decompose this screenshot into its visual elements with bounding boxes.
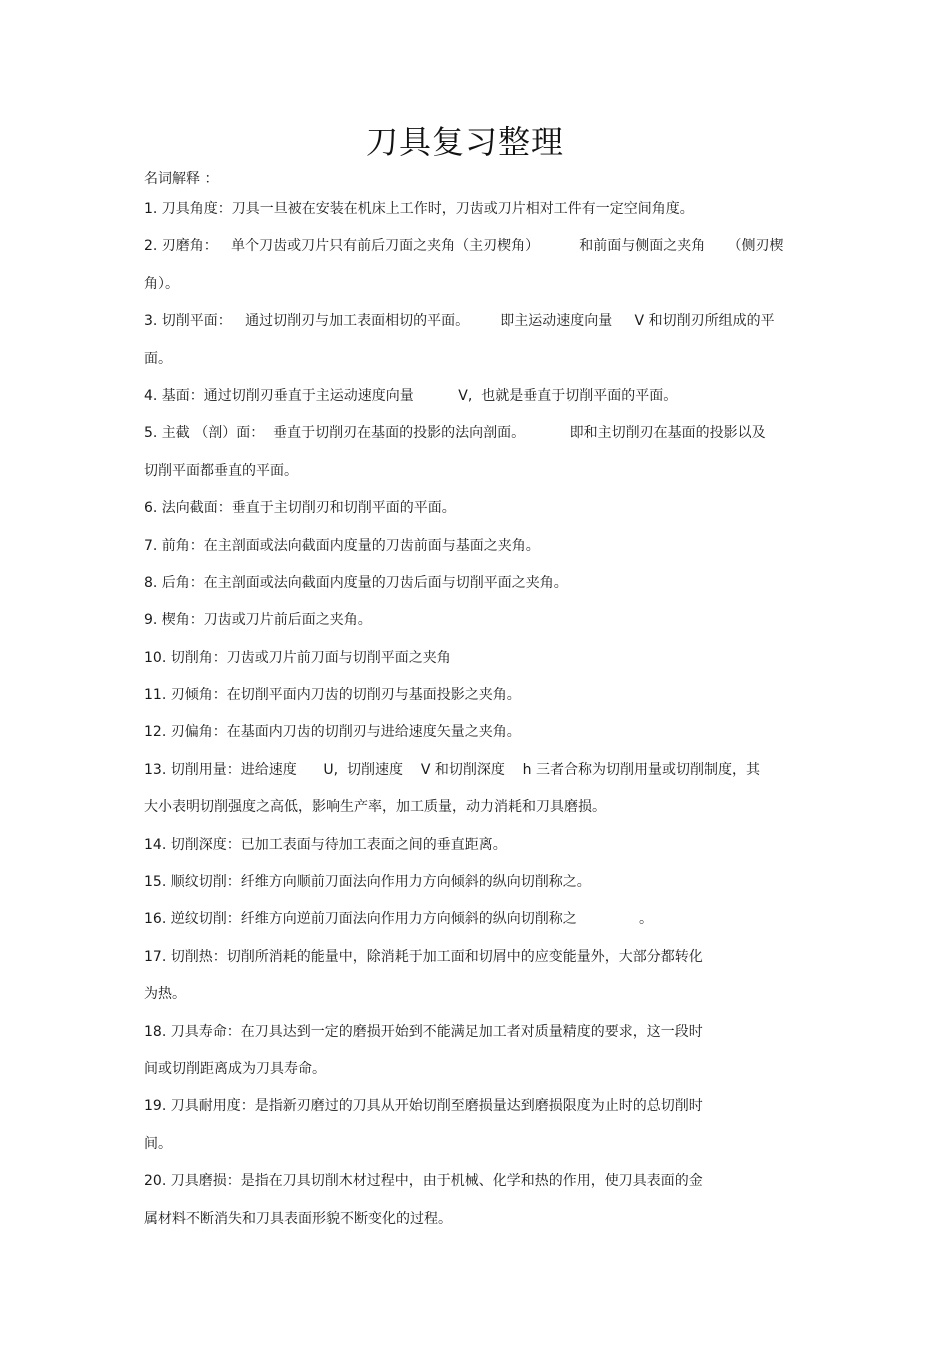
term-item (144, 310, 809, 385)
term-item (144, 834, 809, 871)
term-line: 间。 (144, 1135, 172, 1152)
term-item (144, 535, 809, 572)
term-line: 面。 (144, 350, 172, 367)
term-item (144, 422, 809, 497)
term-list (144, 198, 809, 1245)
term-item (144, 647, 809, 684)
term-item (144, 871, 809, 908)
term-line: 6. 法向截面：垂直于主切削刃和切削平面的平面。 (144, 500, 456, 517)
term-item (144, 497, 809, 534)
term-item (144, 721, 809, 758)
term-item (144, 1021, 809, 1096)
term-item (144, 572, 809, 609)
term-item (144, 609, 809, 646)
term-item (144, 946, 809, 1021)
page-title: 刀具复习整理 (365, 123, 564, 161)
term-line: 1. 刀具角度：刀具一旦被在安装在机床上工作时，刀齿或刀片相对工件有一定空间角度。 (144, 201, 694, 217)
term-line: 14. 切削深度：已加工表面与待加工表面之间的垂直距离。 (144, 836, 507, 853)
section-label: 名词解释 ： (144, 171, 219, 187)
term-line: 11. 刃倾角：在切削平面内刀齿的切削刃与基面投影之夹角。 (144, 687, 521, 704)
term-line: 角）。 (144, 275, 179, 292)
term-line: 大小表明切削强度之高低，影响生产率，加工质量，动力消耗和刀具磨损。 (144, 799, 606, 816)
term-item (144, 908, 809, 945)
term-item (144, 1170, 809, 1245)
term-item (144, 684, 809, 721)
term-line: 15. 顺纹切削：纤维方向顺前刀面法向作用力方向倾斜的纵向切削称之。 (144, 874, 591, 891)
term-line: 为热。 (144, 986, 186, 1003)
term-item (144, 759, 809, 834)
term-line: 16. 逆纹切削：纤维方向逆前刀面法向作用力方向倾斜的纵向切削称之 。 (144, 911, 654, 928)
term-line: 8. 后角：在主剖面或法向截面内度量的刀齿后面与切削平面之夹角。 (144, 574, 568, 591)
term-line: 3. 切削平面： 通过切削刃与加工表面相切的平面。 即主运动速度向量 V 和切削刃所组成的平 (144, 313, 775, 330)
term-line: 5. 主截 （剖）面： 垂直于切削刃在基面的投影的法向剖面。 即和主切削刃在基面的投影以及 (144, 425, 766, 442)
term-line: 20. 刀具磨损：是指在刀具切削木材过程中，由于机械、化学和热的作用，使刀具表面的金 (144, 1173, 703, 1190)
term-line: 12. 刃偏角：在基面内刀齿的切削刃与进给速度矢量之夹角。 (144, 724, 521, 741)
term-line: 2. 刃磨角： 单个刀齿或刀片只有前后刀面之夹角（主刃楔角） 和前面与侧面之夹角 （侧刃楔 (144, 238, 784, 255)
term-line: 18. 刀具寿命：在刀具达到一定的磨损开始到不能满足加工者对质量精度的要求，这一段时 (144, 1023, 703, 1040)
term-line: 属材料不断消失和刀具表面形貌不断变化的过程。 (144, 1210, 452, 1227)
term-line: 切削平面都垂直的平面。 (144, 462, 298, 479)
term-item (144, 235, 809, 310)
term-line: 9. 楔角：刀齿或刀片前后面之夹角。 (144, 612, 372, 629)
term-line: 4. 基面：通过切削刃垂直于主运动速度向量 V, 也就是垂直于切削平面的平面。 (144, 387, 678, 404)
term-line: 19. 刀具耐用度：是指新刃磨过的刀具从开始切削至磨损量达到磨损限度为止时的总切削时 (144, 1098, 703, 1115)
term-line: 13. 切削用量：进给速度 U, 切削速度 V 和切削深度 h 三者合称为切削用量或切削制度，其 (144, 761, 760, 778)
term-line: 7. 前角：在主剖面或法向截面内度量的刀齿前面与基面之夹角。 (144, 537, 540, 554)
term-line: 间或切削距离成为刀具寿命。 (144, 1060, 326, 1077)
term-line: 17. 切削热：切削所消耗的能量中，除消耗于加工面和切屑中的应变能量外，大部分都转化 (144, 948, 703, 965)
term-item (144, 385, 809, 422)
term-item (144, 198, 809, 235)
term-line: 10. 切削角：刀齿或刀片前刀面与切削平面之夹角 (144, 649, 451, 666)
term-item (144, 1095, 809, 1170)
